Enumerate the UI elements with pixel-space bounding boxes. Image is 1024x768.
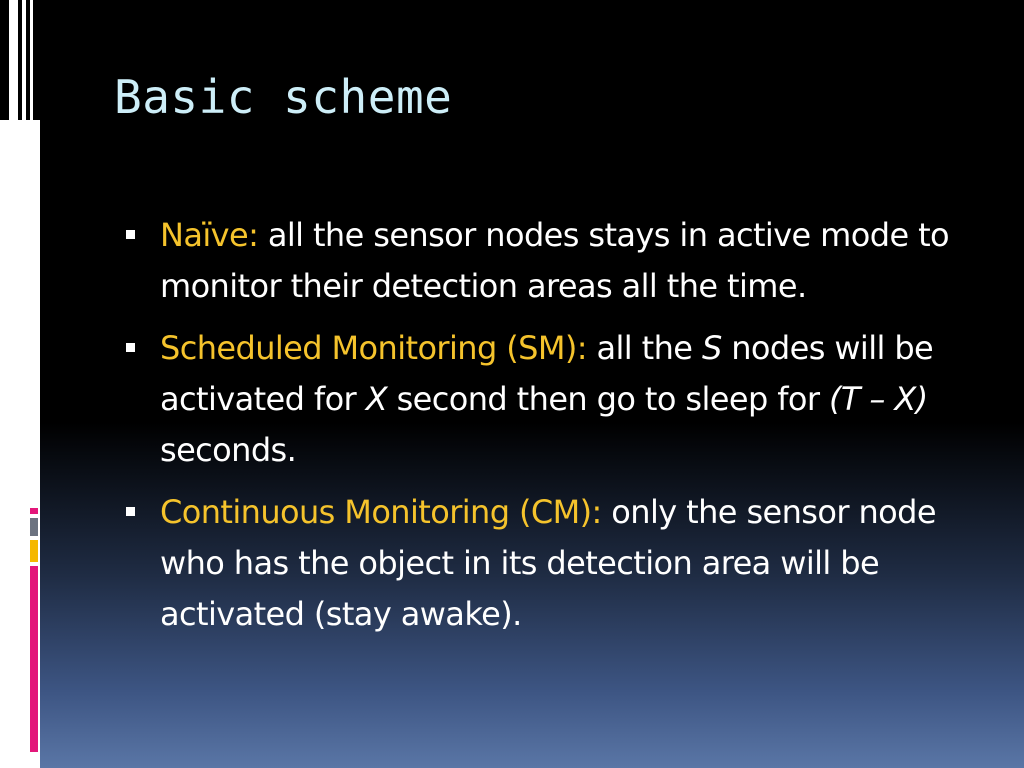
accent-mark-yellow xyxy=(30,540,38,562)
bullet-text: all the xyxy=(586,329,702,367)
bullet-text: second then go to sleep for xyxy=(387,380,830,418)
decor-bar xyxy=(18,0,22,120)
decor-bar xyxy=(33,0,40,120)
bullet-term: Naïve: xyxy=(160,216,259,254)
bullet-text: seconds. xyxy=(160,431,297,469)
left-decoration-strip xyxy=(0,0,40,768)
bullet-list xyxy=(124,210,984,651)
variable-x: X xyxy=(365,380,388,418)
bullet-text: all the sensor nodes stays in active mode to monitor their detection areas all the time. xyxy=(160,216,950,305)
square-bullet-icon xyxy=(126,230,135,239)
bullet-scheduled-monitoring xyxy=(124,323,984,476)
accent-mark-pink xyxy=(30,508,38,514)
decor-bar xyxy=(0,0,9,120)
decor-bar xyxy=(26,0,30,120)
bullet-text: nodes will be activated for xyxy=(160,329,934,418)
bullet-continuous-monitoring xyxy=(124,487,984,640)
bullet-term: Scheduled Monitoring (SM): xyxy=(160,329,587,367)
accent-bar-pink xyxy=(30,566,38,752)
accent-mark-gray xyxy=(30,518,38,536)
bullet-naive xyxy=(124,210,984,312)
square-bullet-icon xyxy=(126,343,135,352)
bullet-term: Continuous Monitoring (CM): xyxy=(160,493,602,531)
variable-t-minus-x: (T – X) xyxy=(829,380,928,418)
square-bullet-icon xyxy=(126,507,135,516)
slide-title: Basic scheme xyxy=(114,70,453,124)
bullet-text: only the sensor node who has the object in its detection area will be activated (stay awake). xyxy=(160,493,936,633)
variable-s: S xyxy=(701,329,722,367)
